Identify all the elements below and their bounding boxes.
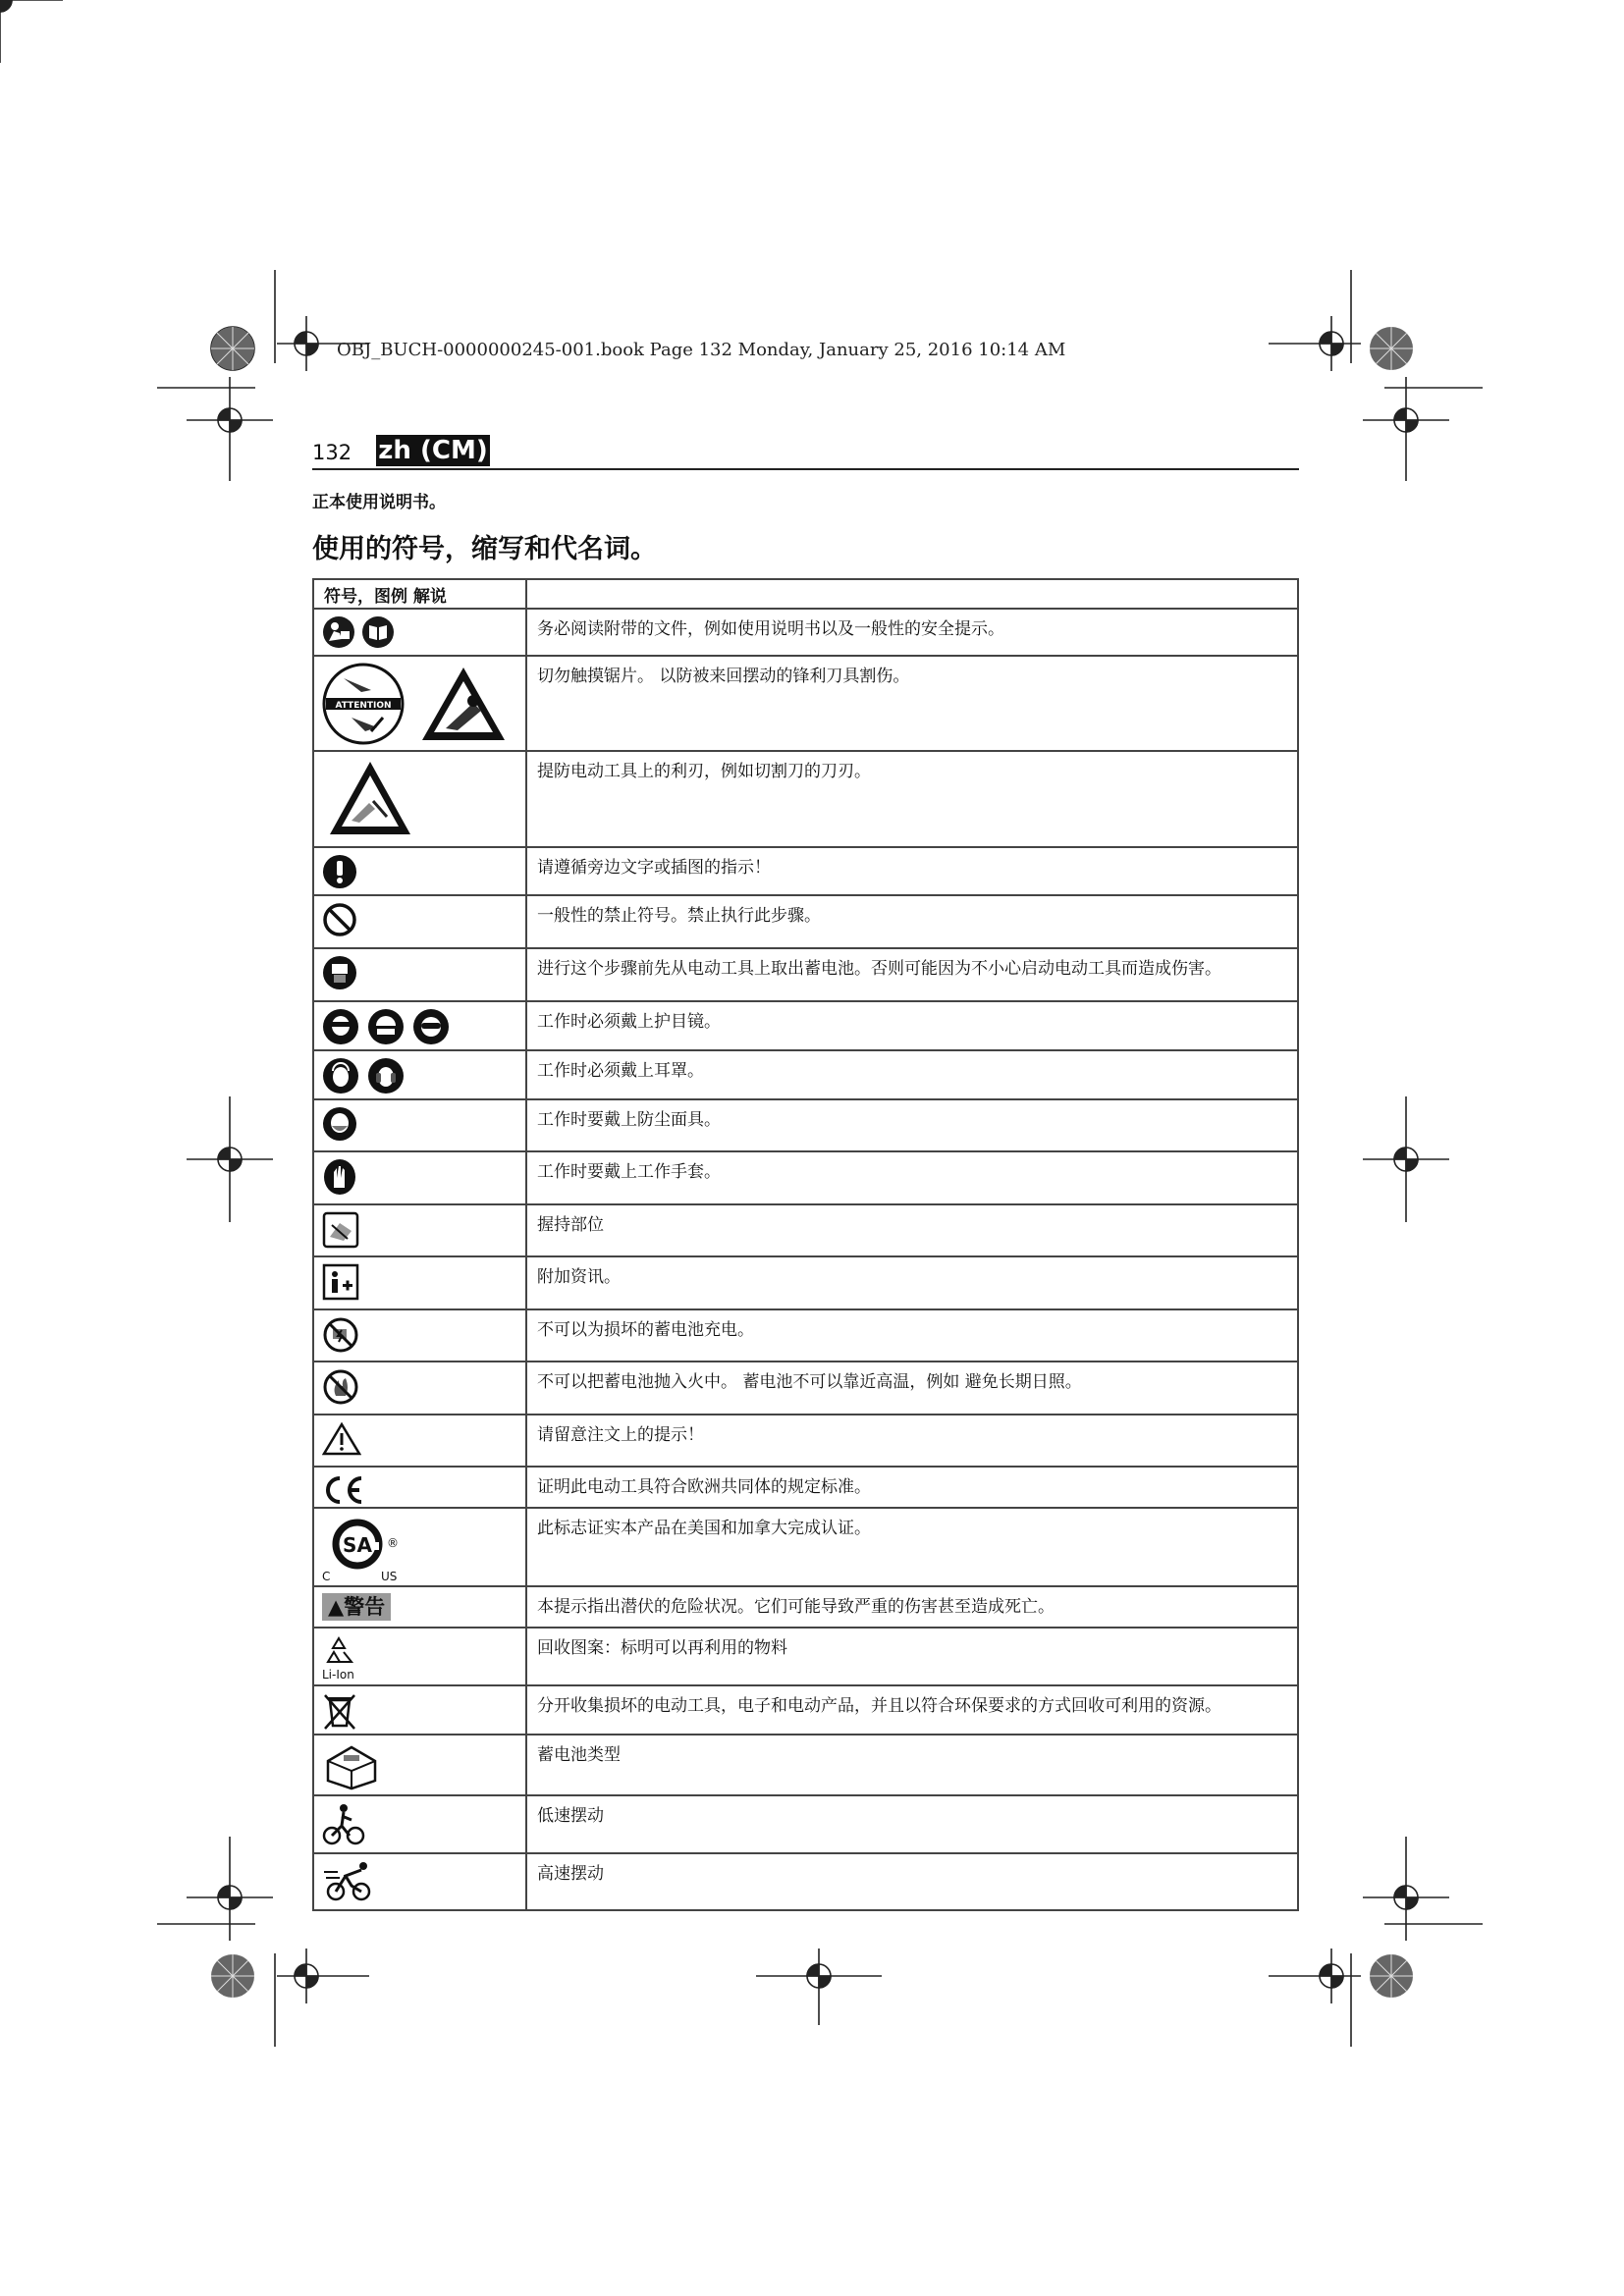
row-text: 握持部位	[526, 1204, 1298, 1256]
safety-goggles-icon	[412, 1008, 450, 1045]
table-header-cell: 符号，图例 解说	[313, 579, 526, 609]
table-row	[313, 609, 1298, 656]
table-row	[313, 1735, 1298, 1795]
table-row	[313, 1467, 1298, 1508]
table-row	[313, 1508, 1298, 1586]
row-text: 工作时要戴上防尘面具。	[526, 1099, 1298, 1151]
document-subtitle: 正本使用说明书。	[312, 493, 446, 512]
table-row	[313, 1256, 1298, 1309]
table-row	[313, 1685, 1298, 1735]
ear-muffs-icon	[367, 1057, 405, 1095]
table-row	[313, 895, 1298, 948]
table-header-row	[313, 579, 1298, 609]
fast-cyclist-icon	[322, 1860, 375, 1901]
table-row	[313, 1001, 1298, 1050]
row-text: 请遵循旁边文字或插图的指示！	[526, 847, 1298, 895]
crossed-bin-icon	[322, 1692, 357, 1732]
table-row	[313, 1415, 1298, 1467]
row-text: 高速摆动	[526, 1853, 1298, 1910]
row-text: 此标志证实本产品在美国和加拿大完成认证。	[526, 1508, 1298, 1586]
row-text: 切勿触摸锯片。 以防被来回摆动的锋利刀具割伤。	[526, 656, 1298, 751]
table-row	[313, 1795, 1298, 1853]
table-row	[313, 1362, 1298, 1415]
header-rule	[312, 468, 1299, 470]
row-text: 务必阅读附带的文件，例如使用说明书以及一般性的安全提示。	[526, 609, 1298, 656]
row-text: 工作时必须戴上护目镜。	[526, 1001, 1298, 1050]
row-text: 工作时要戴上工作手套。	[526, 1151, 1298, 1204]
row-text: 回收图案：标明可以再利用的物料	[526, 1628, 1298, 1685]
row-text: 不可以为损坏的蓄电池充电。	[526, 1309, 1298, 1362]
svg-text:SA: SA	[343, 1533, 372, 1557]
csa-label-us: US	[381, 1570, 398, 1583]
print-info-line: OBJ_BUCH-0000000245-001.book Page 132 Monday, January 25, 2016 10:14 AM	[337, 340, 1066, 360]
grip-area-icon	[322, 1211, 359, 1249]
table-header-empty-cell	[526, 579, 1298, 609]
row-text: 本提示指出潜伏的危险状况。它们可能导致严重的伤害甚至造成死亡。	[526, 1586, 1298, 1628]
battery-pack-icon	[322, 1741, 381, 1790]
remove-battery-icon	[322, 955, 357, 990]
no-fire-battery-icon	[322, 1368, 359, 1406]
row-text: 进行这个步骤前先从电动工具上取出蓄电池。否则可能因为不小心启动电动工具而造成伤害。	[526, 948, 1298, 1001]
caution-triangle-icon	[322, 1421, 361, 1457]
table-row	[313, 1151, 1298, 1204]
ce-mark-icon	[322, 1473, 367, 1507]
manual-book-icon	[361, 615, 395, 649]
attention-blade-icon	[322, 663, 405, 745]
table-row	[313, 847, 1298, 895]
symbols-table	[312, 578, 1299, 1911]
liion-label: Li-Ion	[322, 1668, 354, 1682]
row-text: 证明此电动工具符合欧洲共同体的规定标准。	[526, 1467, 1298, 1508]
row-text: 不可以把蓄电池抛入火中。 蓄电池不可以靠近高温，例如 避免长期日照。	[526, 1362, 1298, 1415]
csa-mark	[322, 1515, 405, 1585]
dust-mask-icon	[322, 1106, 357, 1142]
table-row	[313, 1204, 1298, 1256]
ear-protection-icon	[322, 1057, 359, 1095]
row-text: 低速摆动	[526, 1795, 1298, 1853]
no-charge-damaged-battery-icon	[322, 1316, 359, 1354]
warning-label-icon	[322, 1593, 391, 1621]
sharp-blade-warning-icon	[326, 758, 414, 838]
row-text: 提防电动工具上的利刃，例如切割刀的刀刃。	[526, 751, 1298, 847]
info-plus-icon	[322, 1263, 359, 1301]
page-number: 132	[312, 441, 352, 464]
face-shield-icon	[322, 1008, 359, 1045]
table-row	[313, 751, 1298, 847]
slow-cyclist-icon	[322, 1802, 365, 1845]
mandatory-exclamation-icon	[322, 854, 357, 889]
table-row	[313, 1628, 1298, 1685]
row-text: 分开收集损坏的电动工具，电子和电动产品，并且以符合环保要求的方式回收可利用的资源。	[526, 1685, 1298, 1735]
row-text: 蓄电池类型	[526, 1735, 1298, 1795]
row-text: 工作时必须戴上耳罩。	[526, 1050, 1298, 1099]
safety-helmet-icon	[367, 1008, 405, 1045]
section-title: 使用的符号，缩写和代名词。	[312, 534, 657, 564]
table-row	[313, 1586, 1298, 1628]
read-instructions-icon	[322, 615, 355, 649]
table-row	[313, 1099, 1298, 1151]
table-row	[313, 1853, 1298, 1910]
warning-label-triangle: ▲	[328, 1595, 345, 1619]
row-text: 附加资讯。	[526, 1256, 1298, 1309]
table-row	[313, 656, 1298, 751]
recycling-liion-icon	[322, 1634, 355, 1668]
table-row	[313, 1309, 1298, 1362]
language-badge: zh (CM)	[376, 435, 490, 466]
csa-label-c: C	[322, 1570, 331, 1583]
hazard-triangle-icon	[418, 664, 509, 744]
table-row	[313, 1050, 1298, 1099]
row-text: 一般性的禁止符号。禁止执行此步骤。	[526, 895, 1298, 948]
prohibition-icon	[322, 902, 357, 937]
gloves-icon	[322, 1158, 357, 1196]
warning-label-text: 警告	[344, 1595, 386, 1619]
csa-mark-icon	[328, 1515, 387, 1574]
svg-text:ATTENTION: ATTENTION	[335, 701, 392, 711]
table-row	[313, 948, 1298, 1001]
csa-label-registered: ®	[387, 1536, 399, 1550]
row-text: 请留意注文上的提示！	[526, 1415, 1298, 1467]
